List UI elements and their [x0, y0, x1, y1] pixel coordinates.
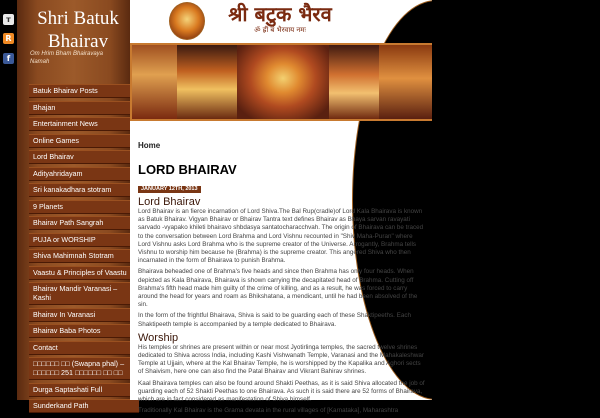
- menu-item-bhairav-baba-photos[interactable]: Bhairav Baba Photos: [29, 324, 139, 338]
- menu-item-bhairav-in-varanasi[interactable]: Bhairav In Varanasi: [29, 308, 139, 322]
- menu-item-swapna-phal[interactable]: □□□□□□ □□ (Swapna phal) – □□□□□□ 251 □□□□□□ □□ □□: [29, 357, 139, 380]
- menu-item-bhairav-mandir-varanasi[interactable]: Bhairav Mandir Varanasi – Kashi: [29, 282, 139, 305]
- site-tagline: Om Hrim Bham Bhairavaya Namah: [30, 51, 104, 65]
- site-title[interactable]: Shri Batuk Bhairav: [37, 8, 119, 52]
- menu-item-kanakadhara-stotram[interactable]: Sri kanakadhara stotram: [29, 183, 139, 197]
- post-title[interactable]: LORD BHAIRAV: [138, 162, 237, 177]
- menu-item-puja-or-worship[interactable]: PUJA or WORSHIP: [29, 233, 139, 247]
- social-bar: [0, 0, 17, 400]
- section-heading: Lord Bhairav: [138, 196, 201, 208]
- header-banner: [130, 0, 432, 40]
- post-date: JANUARY 12TH, 2013: [138, 186, 201, 193]
- menu-item-entertainment-news[interactable]: Entertainment News: [29, 117, 139, 131]
- sidebar-menu: [29, 84, 139, 416]
- paragraph: Bhairava beheaded one of Brahma's five heads and since then Brahma has only four heads. When depicted as Kala Bhairava, Bhairava is shown carrying the decapitated head of Brahma. Cutting off Brahma's fifth head made him guilty of the crime of killing, and as a result, he was forced to carry around the head for years and roam as Bhikshatana, a mendicant, until he had been absolved of the sin.: [138, 268, 418, 309]
- banner-mantra: ॐ ह्रीं बं भैरवाय नमः: [254, 26, 306, 34]
- menu-item-durga-saptashati[interactable]: Durga Saptashati Full: [29, 383, 139, 397]
- right-background: [432, 0, 600, 400]
- menu-item-contact[interactable]: Contact: [29, 341, 139, 355]
- deity-photo: [132, 45, 177, 119]
- deity-photo: [329, 45, 379, 119]
- paragraph: Lord Bhairav is an fierce incarnation of Lord Shiva.The Bal Rup(cradle)of Lord Kala Bhairava is known as Batuk Bhairav. Vigyan Bhairav or Bhairav Tantra text defines Bhairav as Bhaya sarvan ravayati sarvado -vyapako khileti bhairavo shbdasya santatocharacchvah. The origin of Bhairava can be traced to the conversation between Lord Brahma and Lord Vishnu recounted in "Shiv Maha-Puran" where Lord Vishnu asks Lord Brahma who is the supreme creator of the Universe. Arrogantly, Brahma tells Vishnu to worship him because he (Brahma) is the supreme creator. This angered Shiva who then incarnated in the form of Bhairava to punish Brahma.: [138, 208, 424, 265]
- deity-photo: [177, 45, 237, 119]
- menu-item-vaastu[interactable]: Vaastu & Principles of Vaastu: [29, 266, 139, 280]
- post: [138, 141, 426, 418]
- paragraph: In the form of the frightful Bhairava, Shiva is said to be guarding each of these Shaktipeeths. Each Shaktipeeth temple is accompanied by a temple dedicated to Bhairava.: [138, 312, 412, 328]
- breadcrumb[interactable]: Home: [138, 141, 161, 150]
- main-content: [130, 0, 432, 415]
- paragraph: Kaal Bhairava temples can also be found around Shakti Peethas, as it is said Shiva allocated the job of guarding each of 52 Shakti Peethas to one Bhairava. As such it is said there are 52 forms of Bhairava, which are in fact considered as manifestation of Shiva himself.: [138, 379, 425, 404]
- deity-medallion-icon: [169, 2, 205, 40]
- banner-photo-strip: [130, 43, 432, 121]
- rss-icon[interactable]: R: [3, 33, 14, 44]
- section-heading: Worship: [138, 331, 179, 344]
- menu-item-bhajan[interactable]: Bhajan: [29, 101, 139, 115]
- sidebar: [17, 0, 130, 410]
- menu-item-online-games[interactable]: Online Games: [29, 134, 139, 148]
- facebook-icon[interactable]: f: [3, 53, 14, 64]
- menu-item-sunderkand-path[interactable]: Sunderkand Path: [29, 399, 139, 413]
- banner-title: श्री बटुक भैरव: [228, 2, 332, 26]
- paragraph: Traditionally Kal Bhairav is the Grama devata in the rural villages of [Karnataka], Maharashtra: [138, 407, 399, 415]
- menu-item-9-planets[interactable]: 9 Planets: [29, 200, 139, 214]
- paragraph: His temples or shrines are present within or near most Jyotirlinga temples, the sacred twelve shrines dedicated to Shiva across India, including Kashi Vishwanath Temple, Varanasi and the Mahakaleshwar Temple at Ujjain, where at the Kal Bhairav Temple, he is worshipped by the Kapalika and Aghori sects of Shaivism, here one can also find the Patal Bhairav and Vikrant Bahirav shrines.: [138, 343, 424, 376]
- menu-item-lord-bhairav[interactable]: Lord Bhairav: [29, 150, 139, 164]
- menu-item-bhairav-path-sangrah[interactable]: Bhairav Path Sangrah: [29, 216, 139, 230]
- menu-item-shiva-mahimnah-stotram[interactable]: Shiva Mahimnah Stotram: [29, 249, 139, 263]
- deity-photo: [379, 45, 432, 119]
- menu-item-adityahridayam[interactable]: Adityahridayam: [29, 167, 139, 181]
- deity-photo: [237, 45, 329, 119]
- menu-item-batuk-bhairav-posts[interactable]: Batuk Bhairav Posts: [29, 84, 139, 98]
- twitter-icon[interactable]: ᴛ: [3, 14, 14, 25]
